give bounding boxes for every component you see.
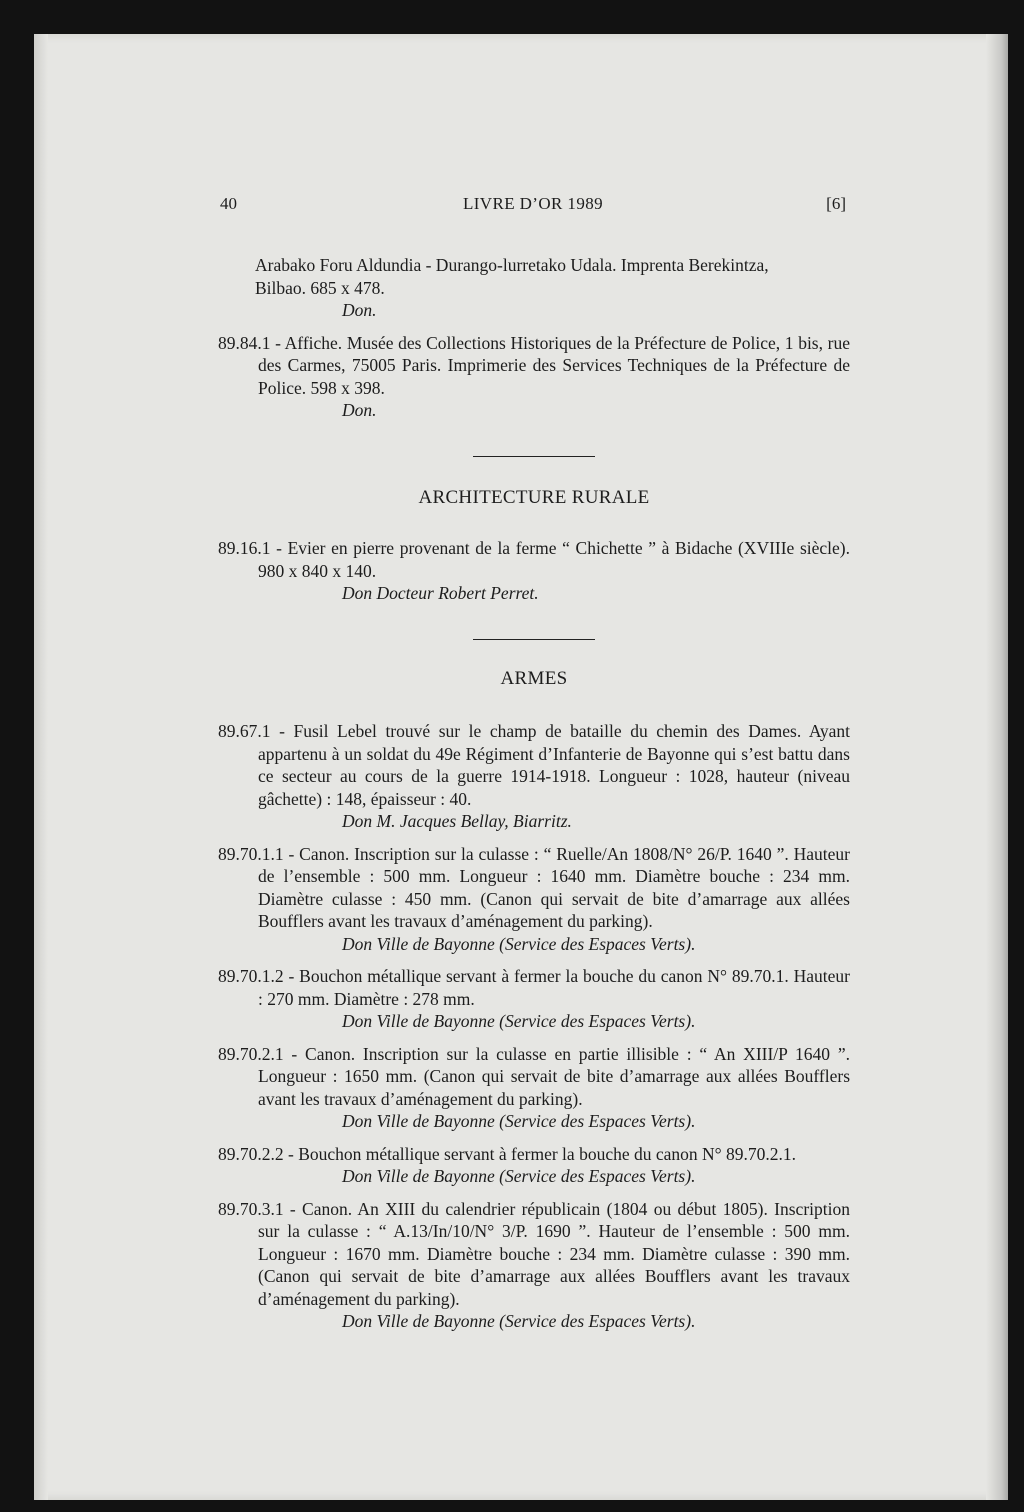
page-number: 40 — [220, 194, 237, 213]
entry-text: 89.70.1.2 - Bouchon métallique servant à fermer la bouche du canon N° 89.70.1. Hauteur : 270 mm. Diamètre : 278 mm. — [218, 966, 850, 1009]
page-content — [218, 254, 850, 1333]
catalog-entry — [218, 1143, 850, 1188]
entry-text: 89.67.1 - Fusil Lebel trouvé sur le champ de bataille du chemin des Dames. Ayant appartenu à un soldat du 49e Régiment d’Infanterie de Bayonne qui s’est battu dans ce secteur au cours de la guerre 1914-1918. Longueur : 1028, hauteur (niveau gâchette) : 148, épaisseur : 40. — [218, 721, 850, 809]
page-edge — [986, 34, 1008, 1500]
running-title: LIVRE D’OR 1989 — [462, 194, 604, 213]
continuation-entry — [218, 254, 850, 322]
catalog-entry — [218, 537, 850, 605]
donor-line: Don M. Jacques Bellay, Biarritz. — [342, 811, 572, 831]
entry-text: 89.70.2.2 - Bouchon métallique servant à fermer la bouche du canon N° 89.70.2.1. — [218, 1143, 797, 1164]
donor-line: Don Ville de Bayonne (Service des Espaces Verts). — [342, 1166, 696, 1186]
donor-line: Don Docteur Robert Perret. — [342, 583, 539, 603]
donor-line: Don Ville de Bayonne (Service des Espaces Verts). — [342, 933, 696, 954]
catalog-entry — [218, 1043, 850, 1133]
page-gutter-shadow — [34, 34, 48, 1500]
donor-line: Don. — [342, 300, 377, 320]
catalog-entry — [218, 843, 850, 956]
catalog-entry — [218, 965, 850, 1033]
donor-line: Don Ville de Bayonne (Service des Espaces Verts). — [342, 1011, 696, 1031]
entry-text: 89.16.1 - Evier en pierre provenant de la ferme “ Chichette ” à Bidache (XVIIIe siècle). 980 x 840 x 140. — [218, 538, 850, 581]
donor-line: Don. — [342, 400, 377, 420]
donor-line: Don Ville de Bayonne (Service des Espaces Verts). — [342, 1111, 696, 1131]
entry-text: 89.70.1.1 - Canon. Inscription sur la culasse : “ Ruelle/An 1808/N° 26/P. 1640 ”. Hauteur de l’ensemble : 500 mm. Longueur : 1640 mm. Diamètre bouche : 234 mm. Diamètre culasse : 450 mm. (Canon qui servait de bite d’amarrage aux allées Boufflers avant les travaux d’aménagement du parking). — [218, 843, 850, 931]
entry-text: 89.70.2.1 - Canon. Inscription sur la culasse en partie illisible : “ An XIII/P 1640 ”. Longueur : 1650 mm. (Canon qui servait de bite d’amarrage aux allées Boufflers avant les travaux d’aménagement du parking). — [218, 1043, 850, 1109]
section-title-armes: ARMES — [500, 667, 568, 689]
entry-text: 89.84.1 - Affiche. Musée des Collections Historiques de la Préfecture de Police, 1 bis, rue des Carmes, 75005 Paris. Imprimerie des Services Techniques de la Préfecture de Police. 598 x 398. — [218, 332, 850, 398]
entry-text: 89.70.3.1 - Canon. An XIII du calendrier républicain (1804 ou début 1805). Inscription sur la culasse : “ A.13/In/10/N° 3/P. 1690 ”. Hauteur de l’ensemble : 500 mm. Longueur : 1670 mm. Diamètre bouche : 234 mm. Diamètre culasse : 390 mm. (Canon qui servait de bite d’amarrage aux allées Boufflers avant les travaux d’aménagement du parking). — [218, 1198, 850, 1309]
catalog-entry — [218, 1198, 850, 1333]
continuation-line: Arabako Foru Aldundia - Durango-lurretako Udala. Imprenta Berekintza, — [255, 255, 769, 275]
donor-line: Don Ville de Bayonne (Service des Espaces Verts). — [342, 1311, 696, 1331]
section-number: [6] — [826, 194, 846, 213]
catalog-entry — [218, 332, 850, 422]
running-header — [220, 194, 846, 218]
continuation-line: Bilbao. 685 x 478. — [255, 277, 385, 298]
catalog-entry — [218, 720, 850, 833]
section-title-architecture: ARCHITECTURE RURALE — [418, 486, 650, 508]
